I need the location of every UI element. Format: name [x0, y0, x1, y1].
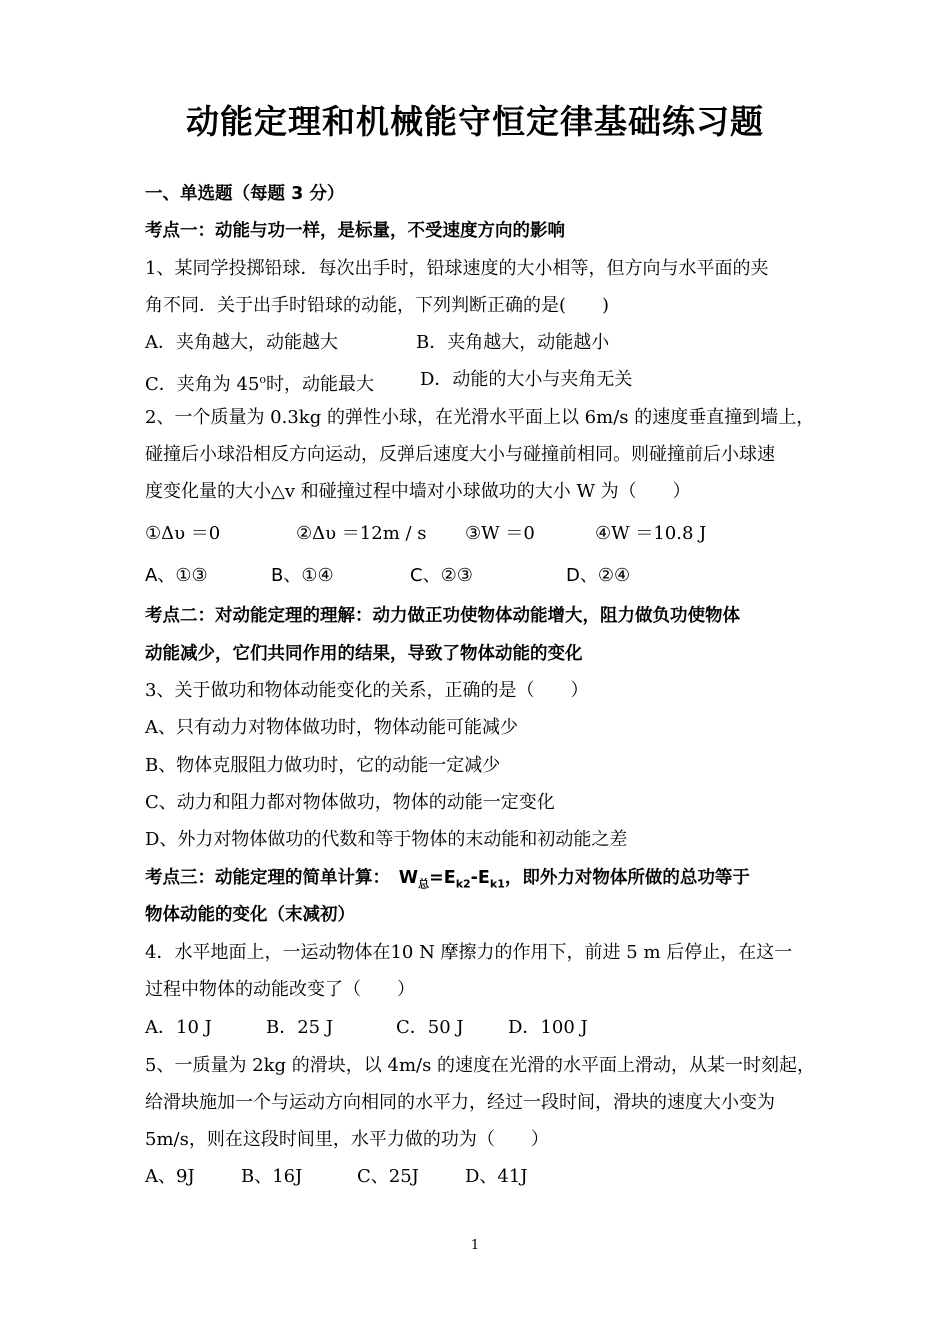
q4-option-d: D．100 J	[508, 1017, 588, 1038]
key-point-3-line-2: 物体动能的变化（末减初）	[145, 905, 355, 925]
question-5-line-2: 给滑块施加一个与运动方向相同的水平力，经过一段时间，滑块的速度大小变为	[145, 1092, 775, 1113]
q2-item-2: ②Δυ ＝12m / s	[296, 523, 427, 544]
page-number: 1	[470, 1238, 480, 1253]
question-5-line-1: 5、一质量为 2kg 的滑块，以 4m/s 的速度在光滑的水平面上滑动，从某一时刻起，	[145, 1055, 816, 1076]
key-point-3-line-1: 考点三：动能定理的简单计算： $W_总=E_{k2}-E_{k1}$，即外力对物体所做的总功等于	[145, 868, 750, 891]
key-point-2-line-1: 考点二：对动能定理的理解：动力做正功使物体动能增大，阻力做负功使物体	[145, 606, 740, 626]
question-1-line-2: 角不同．关于出手时铅球的动能，下列判断正确的是( )	[145, 295, 610, 316]
q2-option-c: C、②③	[410, 565, 473, 586]
question-5-line-3: 5m/s，则在这段时间里，水平力做的功为（ ）	[145, 1129, 549, 1150]
q3-option-b: B、物体克服阻力做功时，它的动能一定减少	[145, 755, 501, 776]
q2-item-3: ③W ＝0	[465, 523, 535, 544]
q1-option-c: C．夹角为 45$^o$时，动能最大	[145, 373, 375, 395]
q2-option-d: D、②④	[566, 565, 631, 586]
q4-option-b: B．25 J	[266, 1017, 334, 1038]
q5-option-a: A、9J	[145, 1166, 195, 1187]
section-heading: 一、单选题（每题 3 分）	[145, 184, 345, 204]
q3-option-c: C、动力和阻力都对物体做功，物体的动能一定变化	[145, 792, 555, 813]
q1-option-d: D．动能的大小与夹角无关	[420, 369, 633, 390]
question-2-line-3: 度变化量的大小△v 和碰撞过程中墙对小球做功的大小 W 为（ ）	[145, 481, 691, 502]
q1-option-a: A．夹角越大，动能越大	[145, 332, 338, 353]
q5-option-c: C、25J	[357, 1166, 419, 1187]
question-4-line-1: 4．水平地面上，一运动物体在10 N 摩擦力的作用下，前进 5 m 后停止，在这一	[145, 942, 793, 963]
q5-option-b: B、16J	[241, 1166, 303, 1187]
question-2-line-1: 2、一个质量为 0.3kg 的弹性小球，在光滑水平面上以 6m/s 的速度垂直撞到墙上，	[145, 407, 815, 428]
question-2-line-2: 碰撞后小球沿相反方向运动，反弹后速度大小与碰撞前相同。则碰撞前后小球速	[145, 444, 775, 465]
key-point-2-line-2: 动能减少，它们共同作用的结果，导致了物体动能的变化	[145, 644, 583, 664]
q2-option-b: B、①④	[271, 565, 334, 586]
question-3-stem: 3、关于做功和物体动能变化的关系，正确的是（ ）	[145, 680, 589, 701]
q2-item-4: ④W ＝10.8 J	[595, 523, 707, 544]
q3-option-d: D、外力对物体做功的代数和等于物体的末动能和初动能之差	[145, 829, 628, 850]
key-point-1: 考点一：动能与功一样，是标量，不受速度方向的影响	[145, 221, 565, 241]
q3-option-a: A、只有动力对物体做功时，物体动能可能减少	[145, 717, 518, 738]
q1-option-b: B．夹角越大，动能越小	[416, 332, 610, 353]
q5-option-d: D、41J	[465, 1166, 528, 1187]
q4-option-c: C．50 J	[396, 1017, 464, 1038]
q4-option-a: A．10 J	[145, 1017, 212, 1038]
page-title: 动能定理和机械能守恒定律基础练习题	[186, 102, 764, 141]
q2-item-1: ①Δυ ＝0	[145, 523, 221, 544]
q2-option-a: A、①③	[145, 565, 208, 586]
question-4-line-2: 过程中物体的动能改变了（ ）	[145, 979, 415, 1000]
question-1-line-1: 1、某同学投掷铅球．每次出手时，铅球速度的大小相等，但方向与水平面的夹	[145, 258, 769, 279]
